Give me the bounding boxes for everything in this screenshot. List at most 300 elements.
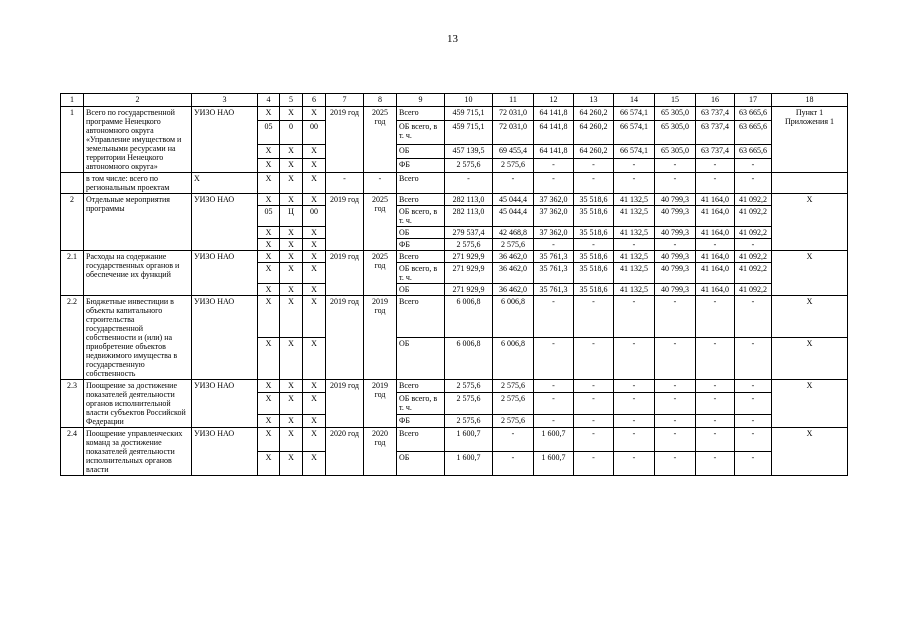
amount-cell: - <box>574 173 614 194</box>
code-cell: Х <box>258 251 280 263</box>
amount-cell: 2 575,6 <box>493 239 534 251</box>
amount-cell: - <box>696 380 735 393</box>
amount-cell: 41 164,0 <box>696 251 735 263</box>
amount-cell: 279 537,4 <box>445 227 493 239</box>
amount-cell: - <box>534 239 574 251</box>
end-year: 2025 год <box>364 251 397 296</box>
amount-cell: 41 164,0 <box>696 227 735 239</box>
amount-cell: 42 468,8 <box>493 227 534 239</box>
funding-source: Всего <box>397 251 445 263</box>
amount-cell: - <box>493 428 534 452</box>
amount-cell: - <box>574 338 614 380</box>
item-name: Поощрение управленческих команд за достижение показателей деятельности исполнительных органов власти <box>84 428 192 476</box>
amount-cell: - <box>614 338 655 380</box>
amount-cell: 41 164,0 <box>696 284 735 296</box>
table-row <box>61 251 848 263</box>
table-row <box>61 194 848 206</box>
amount-cell: - <box>445 173 493 194</box>
amount-cell: - <box>534 338 574 380</box>
amount-cell: 64 260,2 <box>574 145 614 159</box>
amount-cell: - <box>534 159 574 173</box>
amount-cell: - <box>735 296 772 338</box>
funding-source: ОБ <box>397 338 445 380</box>
amount-cell: 2 575,6 <box>493 415 534 428</box>
amount-cell: 37 362,0 <box>534 227 574 239</box>
column-number-header: 15 <box>655 94 696 107</box>
code-cell: Х <box>280 194 303 206</box>
code-cell: 00 <box>303 206 326 227</box>
amount-cell: - <box>574 452 614 476</box>
amount-cell: 35 518,6 <box>574 194 614 206</box>
amount-cell: - <box>534 380 574 393</box>
column-number-header: 12 <box>534 94 574 107</box>
amount-cell: 2 575,6 <box>493 380 534 393</box>
note-cell: Х <box>772 338 848 380</box>
funding-source: ОБ всего, в т. ч. <box>397 206 445 227</box>
code-cell: Х <box>280 263 303 284</box>
amount-cell: 63 737,4 <box>696 107 735 121</box>
amount-cell: 1 600,7 <box>445 452 493 476</box>
code-cell: Х <box>280 380 303 393</box>
start-year: 2019 год <box>326 194 364 251</box>
amount-cell: - <box>614 173 655 194</box>
amount-cell: - <box>574 392 614 414</box>
amount-cell: 37 362,0 <box>534 194 574 206</box>
code-cell: Х <box>303 452 326 476</box>
funding-source: ОБ <box>397 145 445 159</box>
funding-source: Всего <box>397 380 445 393</box>
amount-cell: 40 799,3 <box>655 227 696 239</box>
table-row <box>61 107 848 121</box>
amount-cell: 271 929,9 <box>445 284 493 296</box>
amount-cell: - <box>655 159 696 173</box>
item-number: 2 <box>61 194 84 251</box>
code-cell: Х <box>280 227 303 239</box>
amount-cell: - <box>696 392 735 414</box>
amount-cell: - <box>735 173 772 194</box>
code-cell: Х <box>258 107 280 121</box>
amount-cell: - <box>655 380 696 393</box>
amount-cell: 41 092,2 <box>735 227 772 239</box>
funding-source: ФБ <box>397 159 445 173</box>
amount-cell: 63 737,4 <box>696 145 735 159</box>
code-cell: Х <box>280 284 303 296</box>
end-year: - <box>364 173 397 194</box>
funding-source: Всего <box>397 296 445 338</box>
amount-cell: - <box>735 452 772 476</box>
code-cell: Х <box>258 380 280 393</box>
code-cell: Х <box>280 251 303 263</box>
code-cell: Х <box>303 239 326 251</box>
code-cell: Х <box>303 173 326 194</box>
amount-cell: - <box>574 159 614 173</box>
code-cell: Х <box>258 452 280 476</box>
amount-cell: 2 575,6 <box>445 239 493 251</box>
amount-cell: 35 761,3 <box>534 284 574 296</box>
code-cell: Х <box>280 107 303 121</box>
note-cell: Х <box>772 428 848 476</box>
amount-cell: 35 761,3 <box>534 251 574 263</box>
note-cell: Х <box>772 251 848 296</box>
amount-cell: - <box>655 296 696 338</box>
amount-cell: - <box>696 173 735 194</box>
code-cell: Х <box>303 107 326 121</box>
column-number-header: 6 <box>303 94 326 107</box>
amount-cell: - <box>735 159 772 173</box>
code-cell: Х <box>258 173 280 194</box>
amount-cell: 63 665,6 <box>735 120 772 144</box>
amount-cell: - <box>574 428 614 452</box>
amount-cell: 459 715,1 <box>445 120 493 144</box>
amount-cell: 72 031,0 <box>493 120 534 144</box>
start-year: 2019 год <box>326 296 364 380</box>
funding-source: Всего <box>397 194 445 206</box>
item-number: 1 <box>61 107 84 173</box>
code-cell: Х <box>258 392 280 414</box>
program-finance-table <box>60 93 848 476</box>
column-number-header: 18 <box>772 94 848 107</box>
amount-cell: 2 575,6 <box>445 415 493 428</box>
amount-cell: - <box>655 415 696 428</box>
executor: УИЗО НАО <box>192 296 258 380</box>
amount-cell: - <box>614 380 655 393</box>
funding-source: ОБ <box>397 227 445 239</box>
amount-cell: 41 132,5 <box>614 284 655 296</box>
code-cell: Х <box>303 415 326 428</box>
amount-cell: - <box>574 415 614 428</box>
note-cell <box>772 173 848 194</box>
amount-cell: - <box>696 415 735 428</box>
amount-cell: 41 164,0 <box>696 194 735 206</box>
funding-source: ФБ <box>397 415 445 428</box>
code-cell: Х <box>303 227 326 239</box>
amount-cell: 45 044,4 <box>493 206 534 227</box>
code-cell: Х <box>303 263 326 284</box>
end-year: 2019 год <box>364 296 397 380</box>
item-name: Поощрение за достижение показателей деятельности органов исполнительной власти субъектов Российской Федерации <box>84 380 192 428</box>
code-cell: 0 <box>280 120 303 144</box>
code-cell: Х <box>303 251 326 263</box>
funding-source: ОБ <box>397 452 445 476</box>
column-number-header: 5 <box>280 94 303 107</box>
table-row <box>61 173 848 194</box>
note-cell: Пункт 1 Приложения 1 <box>772 107 848 173</box>
amount-cell: - <box>574 380 614 393</box>
amount-cell: - <box>493 452 534 476</box>
header-row <box>61 94 848 107</box>
start-year: 2019 год <box>326 380 364 428</box>
amount-cell: - <box>614 159 655 173</box>
column-number-header: 11 <box>493 94 534 107</box>
amount-cell: - <box>534 173 574 194</box>
executor: Х <box>192 173 258 194</box>
amount-cell: - <box>574 296 614 338</box>
column-number-header: 14 <box>614 94 655 107</box>
amount-cell: - <box>655 173 696 194</box>
code-cell: 00 <box>303 120 326 144</box>
amount-cell: - <box>614 392 655 414</box>
amount-cell: 41 092,2 <box>735 194 772 206</box>
code-cell: Х <box>303 145 326 159</box>
column-number-header: 2 <box>84 94 192 107</box>
code-cell: Х <box>303 392 326 414</box>
amount-cell: 271 929,9 <box>445 251 493 263</box>
amount-cell: 41 164,0 <box>696 206 735 227</box>
executor: УИЗО НАО <box>192 194 258 251</box>
funding-source: ФБ <box>397 239 445 251</box>
item-name: Всего по государственной программе Ненецкого автономного округа «Управление имуществом и земельными ресурсами на территории Ненецкого автономного округа» <box>84 107 192 173</box>
amount-cell: 2 575,6 <box>493 159 534 173</box>
item-number: 2.3 <box>61 380 84 428</box>
amount-cell: 41 164,0 <box>696 263 735 284</box>
funding-source: Всего <box>397 428 445 452</box>
amount-cell: 6 006,8 <box>445 338 493 380</box>
amount-cell: 66 574,1 <box>614 107 655 121</box>
amount-cell: 41 132,5 <box>614 263 655 284</box>
amount-cell: 63 665,6 <box>735 145 772 159</box>
amount-cell: 69 455,4 <box>493 145 534 159</box>
note-cell: Х <box>772 194 848 251</box>
amount-cell: - <box>574 239 614 251</box>
amount-cell: - <box>696 452 735 476</box>
code-cell: Х <box>303 380 326 393</box>
start-year: 2019 год <box>326 251 364 296</box>
note-cell: Х <box>772 380 848 428</box>
amount-cell: - <box>696 338 735 380</box>
column-number-header: 7 <box>326 94 364 107</box>
code-cell: Х <box>303 428 326 452</box>
amount-cell: - <box>696 428 735 452</box>
amount-cell: 63 737,4 <box>696 120 735 144</box>
amount-cell: 64 260,2 <box>574 107 614 121</box>
item-number: 2.2 <box>61 296 84 380</box>
funding-source: ОБ всего, в т. ч. <box>397 120 445 144</box>
column-number-header: 16 <box>696 94 735 107</box>
amount-cell: 36 462,0 <box>493 263 534 284</box>
amount-cell: 40 799,3 <box>655 206 696 227</box>
amount-cell: - <box>655 338 696 380</box>
amount-cell: 1 600,7 <box>445 428 493 452</box>
executor: УИЗО НАО <box>192 428 258 476</box>
amount-cell: 41 092,2 <box>735 206 772 227</box>
amount-cell: 2 575,6 <box>445 159 493 173</box>
code-cell: 05 <box>258 120 280 144</box>
code-cell: Х <box>258 263 280 284</box>
amount-cell: - <box>655 452 696 476</box>
amount-cell: 35 518,6 <box>574 251 614 263</box>
column-number-header: 8 <box>364 94 397 107</box>
amount-cell: 35 518,6 <box>574 263 614 284</box>
amount-cell: 36 462,0 <box>493 251 534 263</box>
start-year: 2020 год <box>326 428 364 476</box>
code-cell: Х <box>303 159 326 173</box>
executor: УИЗО НАО <box>192 380 258 428</box>
table-body <box>61 94 848 476</box>
amount-cell: 41 092,2 <box>735 251 772 263</box>
amount-cell: 2 575,6 <box>493 392 534 414</box>
amount-cell: 66 574,1 <box>614 120 655 144</box>
amount-cell: 6 006,8 <box>493 338 534 380</box>
code-cell: Х <box>280 392 303 414</box>
amount-cell: 271 929,9 <box>445 263 493 284</box>
amount-cell: 45 044,4 <box>493 194 534 206</box>
amount-cell: - <box>735 415 772 428</box>
code-cell: Х <box>280 428 303 452</box>
item-number: 2.1 <box>61 251 84 296</box>
start-year: 2019 год <box>326 107 364 173</box>
amount-cell: 65 305,0 <box>655 107 696 121</box>
amount-cell: 1 600,7 <box>534 452 574 476</box>
end-year: 2019 год <box>364 380 397 428</box>
item-name: Отдельные мероприятия программы <box>84 194 192 251</box>
code-cell: Х <box>280 296 303 338</box>
amount-cell: - <box>614 452 655 476</box>
code-cell: Х <box>280 338 303 380</box>
amount-cell: 40 799,3 <box>655 251 696 263</box>
funding-source: Всего <box>397 107 445 121</box>
column-number-header: 10 <box>445 94 493 107</box>
code-cell: Ц <box>280 206 303 227</box>
amount-cell: 64 260,2 <box>574 120 614 144</box>
column-number-header: 13 <box>574 94 614 107</box>
amount-cell: 6 006,8 <box>493 296 534 338</box>
amount-cell: - <box>696 159 735 173</box>
column-number-header: 17 <box>735 94 772 107</box>
end-year: 2020 год <box>364 428 397 476</box>
funding-source: ОБ всего, в т. ч. <box>397 392 445 414</box>
start-year: - <box>326 173 364 194</box>
code-cell: Х <box>280 452 303 476</box>
amount-cell: - <box>614 239 655 251</box>
executor: УИЗО НАО <box>192 251 258 296</box>
column-number-header: 3 <box>192 94 258 107</box>
amount-cell: 63 665,6 <box>735 107 772 121</box>
amount-cell: 41 092,2 <box>735 263 772 284</box>
amount-cell: 282 113,0 <box>445 194 493 206</box>
amount-cell: - <box>493 173 534 194</box>
amount-cell: 64 141,8 <box>534 120 574 144</box>
code-cell: Х <box>258 284 280 296</box>
amount-cell: 282 113,0 <box>445 206 493 227</box>
amount-cell: - <box>614 296 655 338</box>
amount-cell: - <box>655 239 696 251</box>
code-cell: Х <box>303 338 326 380</box>
table-row <box>61 428 848 452</box>
executor: УИЗО НАО <box>192 107 258 173</box>
amount-cell: - <box>735 380 772 393</box>
amount-cell: - <box>735 338 772 380</box>
amount-cell: 457 139,5 <box>445 145 493 159</box>
item-number: 2.4 <box>61 428 84 476</box>
amount-cell: 65 305,0 <box>655 145 696 159</box>
amount-cell: 37 362,0 <box>534 206 574 227</box>
code-cell: Х <box>303 296 326 338</box>
item-number <box>61 173 84 194</box>
column-number-header: 9 <box>397 94 445 107</box>
code-cell: Х <box>258 145 280 159</box>
amount-cell: - <box>655 428 696 452</box>
amount-cell: 35 761,3 <box>534 263 574 284</box>
amount-cell: - <box>735 428 772 452</box>
code-cell: Х <box>280 145 303 159</box>
code-cell: Х <box>303 284 326 296</box>
amount-cell: 40 799,3 <box>655 284 696 296</box>
amount-cell: - <box>534 392 574 414</box>
amount-cell: 41 132,5 <box>614 251 655 263</box>
code-cell: Х <box>258 415 280 428</box>
code-cell: Х <box>280 415 303 428</box>
amount-cell: - <box>534 296 574 338</box>
amount-cell: 35 518,6 <box>574 284 614 296</box>
amount-cell: - <box>655 392 696 414</box>
column-number-header: 1 <box>61 94 84 107</box>
amount-cell: 6 006,8 <box>445 296 493 338</box>
funding-source: Всего <box>397 173 445 194</box>
end-year: 2025 год <box>364 194 397 251</box>
table-row <box>61 380 848 393</box>
amount-cell: 36 462,0 <box>493 284 534 296</box>
amount-cell: - <box>534 415 574 428</box>
amount-cell: 66 574,1 <box>614 145 655 159</box>
amount-cell: - <box>696 239 735 251</box>
end-year: 2025 год <box>364 107 397 173</box>
amount-cell: - <box>614 415 655 428</box>
amount-cell: 35 518,6 <box>574 206 614 227</box>
amount-cell: 65 305,0 <box>655 120 696 144</box>
item-name: Бюджетные инвестиции в объекты капитального строительства государственной собственности и (или) на приобретение объектов недвижимого имущества в государственную собственность <box>84 296 192 380</box>
code-cell: Х <box>258 239 280 251</box>
item-name: в том числе: всего по региональным проектам <box>84 173 192 194</box>
code-cell: Х <box>258 338 280 380</box>
amount-cell: 1 600,7 <box>534 428 574 452</box>
amount-cell: 2 575,6 <box>445 392 493 414</box>
amount-cell: - <box>696 296 735 338</box>
amount-cell: 41 092,2 <box>735 284 772 296</box>
note-cell: Х <box>772 296 848 338</box>
code-cell: Х <box>258 194 280 206</box>
amount-cell: 64 141,8 <box>534 145 574 159</box>
funding-source: ОБ всего, в т. ч. <box>397 263 445 284</box>
amount-cell: 35 518,6 <box>574 227 614 239</box>
amount-cell: 41 132,5 <box>614 227 655 239</box>
code-cell: 05 <box>258 206 280 227</box>
amount-cell: 459 715,1 <box>445 107 493 121</box>
amount-cell: - <box>735 239 772 251</box>
amount-cell: 2 575,6 <box>445 380 493 393</box>
code-cell: Х <box>303 194 326 206</box>
code-cell: Х <box>258 159 280 173</box>
code-cell: Х <box>280 159 303 173</box>
code-cell: Х <box>280 173 303 194</box>
code-cell: Х <box>258 227 280 239</box>
table-row <box>61 296 848 338</box>
amount-cell: 41 132,5 <box>614 206 655 227</box>
column-number-header: 4 <box>258 94 280 107</box>
amount-cell: - <box>735 392 772 414</box>
amount-cell: 64 141,8 <box>534 107 574 121</box>
funding-source: ОБ <box>397 284 445 296</box>
amount-cell: 72 031,0 <box>493 107 534 121</box>
page-number: 13 <box>447 33 458 45</box>
amount-cell: 40 799,3 <box>655 194 696 206</box>
amount-cell: 40 799,3 <box>655 263 696 284</box>
code-cell: Х <box>258 428 280 452</box>
amount-cell: 41 132,5 <box>614 194 655 206</box>
amount-cell: - <box>614 428 655 452</box>
item-name: Расходы на содержание государственных органов и обеспечение их функций <box>84 251 192 296</box>
code-cell: Х <box>280 239 303 251</box>
code-cell: Х <box>258 296 280 338</box>
